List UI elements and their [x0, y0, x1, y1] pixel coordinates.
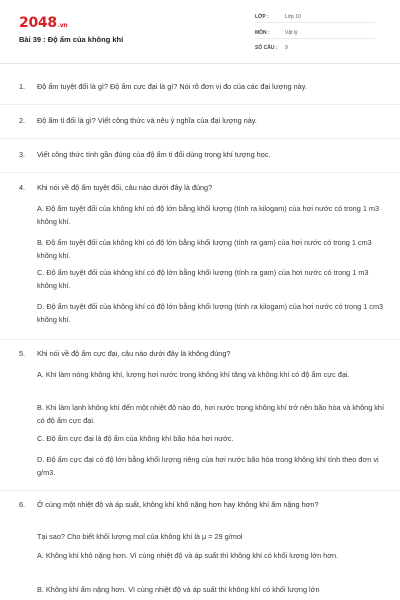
divider	[0, 490, 400, 491]
question-text: Khi nói về độ ẩm tuyệt đối, câu nào dưới đây là đúng?	[37, 183, 213, 192]
answer-option-d[interactable]: D. Độ ẩm tuyệt đối của không khí có độ lớn bằng khối lượng (tính ra kilogam) của hơi nước có trong 1 cm3 không khí.	[37, 302, 384, 324]
site-logo[interactable]	[19, 15, 67, 31]
question-text: Độ ẩm tuyệt đối là gì? Độ ẩm cực đại là gì? Nói rõ đơn vị đo của các đại lượng này.	[37, 82, 307, 91]
meta-value: Lớp 10	[285, 14, 301, 20]
question-text: Độ ẩm tỉ đối là gì? Viết công thức và nêu ý nghĩa của đại lượng này.	[37, 116, 257, 125]
answer-option-b[interactable]: B. Khi làm lạnh không khí đến một nhiệt độ nào đó, hơi nước trong không khí trở nên bão hòa và không khí có độ ẩm cực đại.	[37, 403, 385, 425]
page-title: Bài 39 : Độ ẩm của không khí	[19, 35, 124, 44]
question-number: 5.	[19, 349, 26, 358]
answer-option-a[interactable]: A. Khi làm nóng không khí, lượng hơi nước trong không khí tăng và không khí có độ ẩm cực đại.	[37, 370, 350, 379]
divider	[0, 172, 400, 173]
question-number: 6.	[19, 500, 26, 509]
answer-option-c[interactable]: C. Độ ẩm tuyệt đối của không khí có độ lớn bằng khối lượng (tính ra gam) của hơi nước có trong 1 m3 không khí.	[37, 268, 369, 290]
question-number: 3.	[19, 150, 26, 159]
meta-value: Vật lý	[285, 30, 298, 36]
meta-value: 9	[285, 45, 288, 51]
answer-option-b[interactable]: B. Độ ẩm tuyệt đối của không khí có độ lớn bằng khối lượng (tính ra gam) của hơi nước có trong 1 cm3 không khí.	[37, 238, 372, 260]
meta-divider	[255, 38, 375, 39]
question-number: 1.	[19, 82, 26, 91]
logo-suffix: .vn	[57, 22, 68, 29]
answer-option-a[interactable]: A. Không khí khô nặng hơn. Vì cùng nhiệt độ và áp suất thì không khí có khối lượng lớn hơn.	[37, 551, 339, 560]
answer-option-a[interactable]: A. Độ ẩm tuyệt đối của không khí có độ lớn bằng khối lượng (tính ra kilogam) của hơi nước có trong 1 m3 không khí.	[37, 204, 380, 226]
meta-key: MÔN :	[255, 30, 270, 36]
question-number: 2.	[19, 116, 26, 125]
divider	[0, 138, 400, 139]
question-text: Ở cùng một nhiệt độ và áp suất, không khí khô nặng hơn hay không khí ẩm nặng hơn?	[37, 500, 319, 509]
page-header	[0, 0, 400, 64]
meta-key: LỚP :	[255, 14, 269, 20]
answer-option-b[interactable]: B. Không khí ẩm nặng hơn. Vì cùng nhiệt độ và áp suất thì không khí có khối lượng lớn	[37, 585, 320, 594]
logo-main: 2048	[19, 15, 57, 31]
question-text: Viết công thức tính gần đúng của độ ẩm tỉ đối dùng trong khí tượng học.	[37, 150, 271, 159]
answer-option-c[interactable]: C. Độ ẩm cực đại là độ ẩm của không khí bão hòa hơi nước.	[37, 434, 234, 443]
meta-divider	[255, 22, 375, 23]
meta-key: SỐ CÂU :	[255, 45, 278, 51]
question-text: Khi nói về độ ẩm cực đại, câu nào dưới đây là không đúng?	[37, 349, 231, 358]
question-note: Tại sao? Cho biết khối lượng mol của không khí là μ = 29 g/mol	[37, 532, 243, 541]
answer-option-d[interactable]: D. Độ ẩm cực đại có độ lớn bằng khối lượng riêng của hơi nước bão hòa trong không khí tính theo đơn vị g/m3.	[37, 455, 379, 477]
question-number: 4.	[19, 183, 26, 192]
divider	[0, 104, 400, 105]
divider	[0, 339, 400, 340]
